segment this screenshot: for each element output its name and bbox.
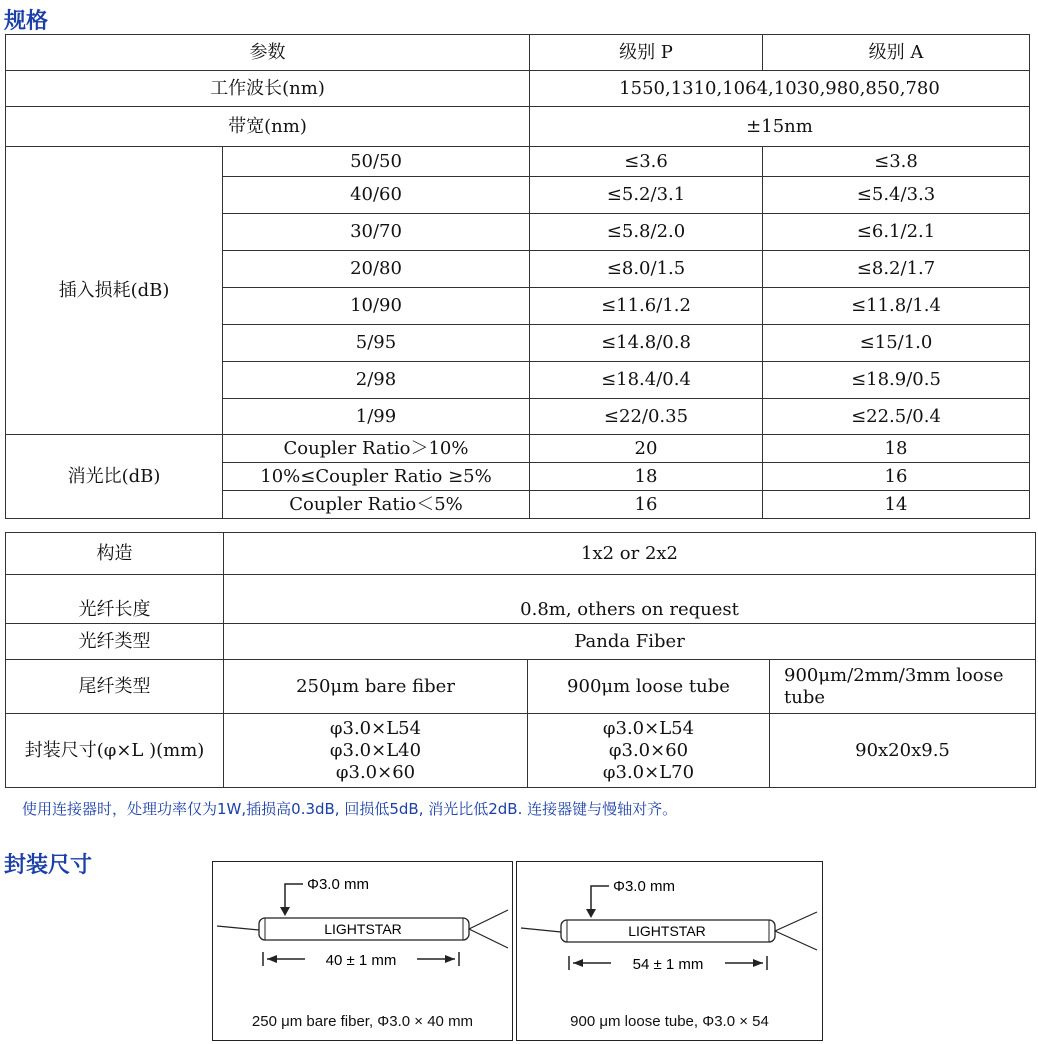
er-p: 18 [530, 463, 763, 491]
brand-label: LIGHTSTAR [628, 923, 706, 939]
arrow-left-icon [573, 959, 583, 967]
er-condition: Coupler Ratio＞10% [223, 435, 530, 463]
package-title: 封装尺寸 [4, 853, 93, 878]
diameter-leader [591, 886, 609, 912]
wavelength-label: 工作波长(nm) [6, 71, 530, 107]
er-condition: Coupler Ratio＜5% [223, 491, 530, 519]
il-ratio: 1/99 [223, 399, 530, 435]
bandwidth-label: 带宽(nm) [6, 107, 530, 147]
pigtail-loose: 900μm loose tube [528, 660, 770, 714]
il-p: ≤3.6 [530, 147, 763, 177]
header-grade-p: 级别 P [530, 35, 763, 71]
fiber-out-2 [775, 931, 817, 950]
header-param: 参数 [6, 35, 530, 71]
arrow-right-icon [445, 955, 455, 963]
package-line: φ3.0×60 [335, 761, 416, 783]
package-line: φ3.0×60 [608, 739, 689, 761]
package-col2 [528, 714, 770, 788]
diagram-caption: 900 μm loose tube, Φ3.0 × 54 [570, 1013, 769, 1030]
il-a: ≤8.2/1.7 [763, 251, 1030, 288]
arrow-down-icon [586, 909, 596, 918]
package-line: φ3.0×L40 [329, 739, 422, 761]
fiber-type-label: 光纤类型 [6, 624, 224, 660]
diameter-label: Φ3.0 mm [307, 876, 369, 893]
il-p: ≤14.8/0.8 [530, 325, 763, 362]
package-line: φ3.0×L54 [329, 717, 422, 739]
spec-title: 规格 [4, 9, 49, 34]
brand-label: LIGHTSTAR [324, 921, 402, 937]
il-a: ≤22.5/0.4 [763, 399, 1030, 435]
fiber-in [217, 926, 259, 930]
package-col3: 90x20x9.5 [770, 714, 1036, 788]
il-a: ≤18.9/0.5 [763, 362, 1030, 399]
il-a: ≤11.8/1.4 [763, 288, 1030, 325]
diagram-caption: 250 μm bare fiber, Φ3.0 × 40 mm [251, 1013, 474, 1030]
er-p: 20 [530, 435, 763, 463]
length-label: 40 ± 1 mm [325, 952, 397, 969]
il-a: ≤5.4/3.3 [763, 177, 1030, 214]
il-p: ≤5.8/2.0 [530, 214, 763, 251]
il-a: ≤3.8 [763, 147, 1030, 177]
il-ratio: 5/95 [223, 325, 530, 362]
insertion-loss-label: 插入损耗(dB) [6, 147, 223, 435]
connector-note: 使用连接器时，处理功率仅为1W,插损高0.3dB, 回损低5dB, 消光比低2dB. 连接器键与慢轴对齐。 [22, 800, 678, 818]
fiber-type-value: Panda Fiber [224, 624, 1036, 660]
il-a: ≤6.1/2.1 [763, 214, 1030, 251]
fiber-out-1 [775, 912, 817, 931]
pigtail-bare: 250μm bare fiber [224, 660, 528, 714]
structure-value: 1x2 or 2x2 [224, 533, 1036, 575]
bandwidth-value: ±15nm [530, 107, 1030, 147]
header-grade-a: 级别 A [763, 35, 1030, 71]
il-p: ≤5.2/3.1 [530, 177, 763, 214]
il-a: ≤15/1.0 [763, 325, 1030, 362]
construction-table [5, 532, 1036, 788]
arrow-down-icon [280, 907, 290, 916]
arrow-right-icon [753, 959, 763, 967]
wavelength-value: 1550,1310,1064,1030,980,850,780 [530, 71, 1030, 107]
il-ratio: 10/90 [223, 288, 530, 325]
er-a: 18 [763, 435, 1030, 463]
spec-table [5, 34, 1030, 519]
structure-label: 构造 [6, 533, 224, 575]
fiber-length-value: 0.8m, others on request [224, 575, 1036, 624]
er-a: 16 [763, 463, 1030, 491]
pigtail-multi: 900μm/2mm/3mm loose tube [770, 660, 1036, 714]
fiber-in [521, 928, 561, 932]
er-p: 16 [530, 491, 763, 519]
il-p: ≤18.4/0.4 [530, 362, 763, 399]
package-line: φ3.0×L70 [602, 761, 695, 783]
il-p: ≤22/0.35 [530, 399, 763, 435]
package-diagram-1 [212, 861, 513, 1041]
extinction-label: 消光比(dB) [6, 435, 223, 519]
il-ratio: 20/80 [223, 251, 530, 288]
fiber-out-2 [469, 929, 508, 948]
arrow-left-icon [267, 955, 277, 963]
pigtail-label: 尾纤类型 [6, 660, 224, 714]
er-a: 14 [763, 491, 1030, 519]
diameter-leader [285, 884, 303, 910]
er-condition: 10%≤Coupler Ratio ≥5% [223, 463, 530, 491]
il-ratio: 50/50 [223, 147, 530, 177]
length-label: 54 ± 1 mm [632, 956, 704, 973]
diameter-label: Φ3.0 mm [613, 878, 675, 895]
il-ratio: 40/60 [223, 177, 530, 214]
package-line: φ3.0×L54 [602, 717, 695, 739]
package-diagram-2 [516, 861, 823, 1041]
package-col1 [224, 714, 528, 788]
fiber-length-label: 光纤长度 [6, 575, 224, 624]
il-ratio: 30/70 [223, 214, 530, 251]
il-ratio: 2/98 [223, 362, 530, 399]
il-p: ≤8.0/1.5 [530, 251, 763, 288]
fiber-out-1 [469, 910, 508, 929]
il-p: ≤11.6/1.2 [530, 288, 763, 325]
package-label: 封装尺寸(φ×L )(mm) [6, 714, 224, 788]
